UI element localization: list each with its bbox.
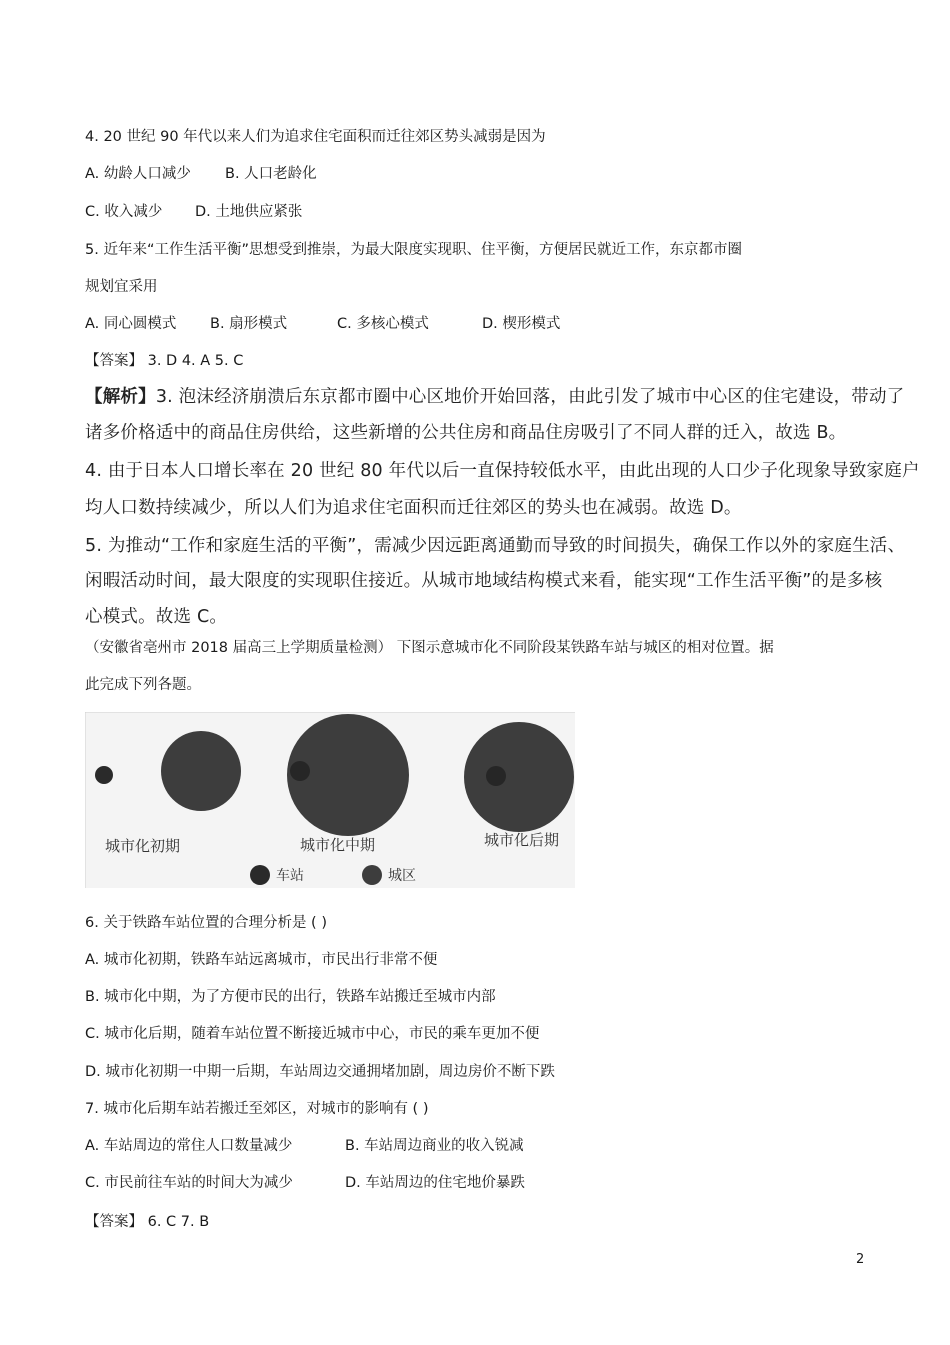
legend-station-marker <box>250 865 270 885</box>
q5-option-c: C. 多核心模式 <box>337 316 429 332</box>
intro-line-2: 此完成下列各题。 <box>85 677 201 693</box>
q7-option-d: D. 车站周边的住宅地价暴跌 <box>345 1175 525 1191</box>
question-4-options-row-2 <box>85 200 302 221</box>
city-area-early <box>161 731 241 811</box>
legend-city-marker <box>362 865 382 885</box>
question-5-stem-line-1: 5. 近年来“工作生活平衡”思想受到推崇，为最大限度实现职、住平衡，方便居民就近工作，东京都市圈 <box>85 242 742 258</box>
q6-option-b: B. 城市化中期，为了方便市民的出行，铁路车站搬迁至城市内部 <box>85 989 496 1005</box>
question-4-options-row-1 <box>85 162 317 183</box>
question-7-options-row-2 <box>85 1171 525 1192</box>
city-area-late <box>464 722 574 832</box>
q4-option-c: C. 收入减少 <box>85 204 163 220</box>
question-5-stem-line-2: 规划宜采用 <box>85 279 158 295</box>
question-5-options <box>85 312 560 333</box>
analysis-3-line-1: 【解析】3. 泡沫经济崩溃后东京都市圈中心区地价开始回落，由此引发了城市中心区的住宅建设，带动了 <box>85 387 905 407</box>
label-mid-stage: 城市化中期 <box>300 836 376 854</box>
q6-option-c: C. 城市化后期，随着车站位置不断接近城市中心，市民的乘车更加不便 <box>85 1026 540 1042</box>
q5-option-d: D. 楔形模式 <box>482 316 561 332</box>
q5-option-a: A. 同心圆模式 <box>85 316 177 332</box>
station-mid <box>290 761 310 781</box>
q4-option-b: B. 人口老龄化 <box>225 166 317 182</box>
q4-option-d: D. 土地供应紧张 <box>195 204 303 220</box>
answer-6-7: 【答案】 6. C 7. B <box>85 1214 210 1230</box>
analysis-5-line-3: 心模式。故选 C。 <box>85 607 228 627</box>
question-7-stem: 7. 城市化后期车站若搬迁至郊区，对城市的影响有 ( ) <box>85 1101 429 1117</box>
analysis-5-line-1: 5. 为推动“工作和家庭生活的平衡”，需减少因远距离通勤而导致的时间损失，确保工作以外的家庭生活、 <box>85 536 906 556</box>
analysis-4-line-1: 4. 由于日本人口增长率在 20 世纪 80 年代以后一直保持较低水平，由此出现的人口少子化现象导致家庭户 <box>85 461 920 481</box>
label-late-stage: 城市化后期 <box>484 831 560 849</box>
answer-3-5: 【答案】 3. D 4. A 5. C <box>85 353 244 369</box>
station-early <box>95 766 113 784</box>
analysis-5-line-2: 闲暇活动时间，最大限度的实现职住接近。从城市地域结构模式来看，能实现“工作生活平衡”的是多核 <box>85 571 883 591</box>
q7-option-b: B. 车站周边商业的收入锐减 <box>345 1138 524 1154</box>
q4-option-a: A. 幼龄人口减少 <box>85 166 191 182</box>
analysis-3-line-2: 诸多价格适中的商品住房供给，这些新增的公共住房和商品住房吸引了不同人群的迁入，故选 B。 <box>85 423 847 443</box>
station-late <box>486 766 506 786</box>
q5-option-b: B. 扇形模式 <box>210 316 288 332</box>
analysis-4-line-2: 均人口数持续减少，所以人们为追求住宅面积而迁往郊区的势头也在减弱。故选 D。 <box>85 498 742 518</box>
legend-station-label: 车站 <box>276 868 304 884</box>
question-7-options-row-1 <box>85 1134 524 1155</box>
urbanization-station-figure <box>85 712 575 888</box>
q6-option-a: A. 城市化初期，铁路车站远离城市，市民出行非常不便 <box>85 952 438 968</box>
intro-line-1: （安徽省亳州市 2018 届高三上学期质量检测） 下图示意城市化不同阶段某铁路车站与城区的相对位置。据 <box>85 640 774 656</box>
question-4-stem: 4. 20 世纪 90 年代以来人们为追求住宅面积而迁往郊区势头减弱是因为 <box>85 129 546 145</box>
question-6-stem: 6. 关于铁路车站位置的合理分析是 ( ) <box>85 915 327 931</box>
q6-option-d: D. 城市化初期一中期一后期，车站周边交通拥堵加剧，周边房价不断下跌 <box>85 1064 555 1080</box>
q7-option-a: A. 车站周边的常住人口数量减少 <box>85 1138 293 1154</box>
label-early-stage: 城市化初期 <box>105 837 181 855</box>
legend-city-label: 城区 <box>388 868 416 884</box>
page-number: 2 <box>856 1252 865 1267</box>
q7-option-c: C. 市民前往车站的时间大为减少 <box>85 1175 293 1191</box>
analysis-label: 【解析】 <box>85 387 156 407</box>
